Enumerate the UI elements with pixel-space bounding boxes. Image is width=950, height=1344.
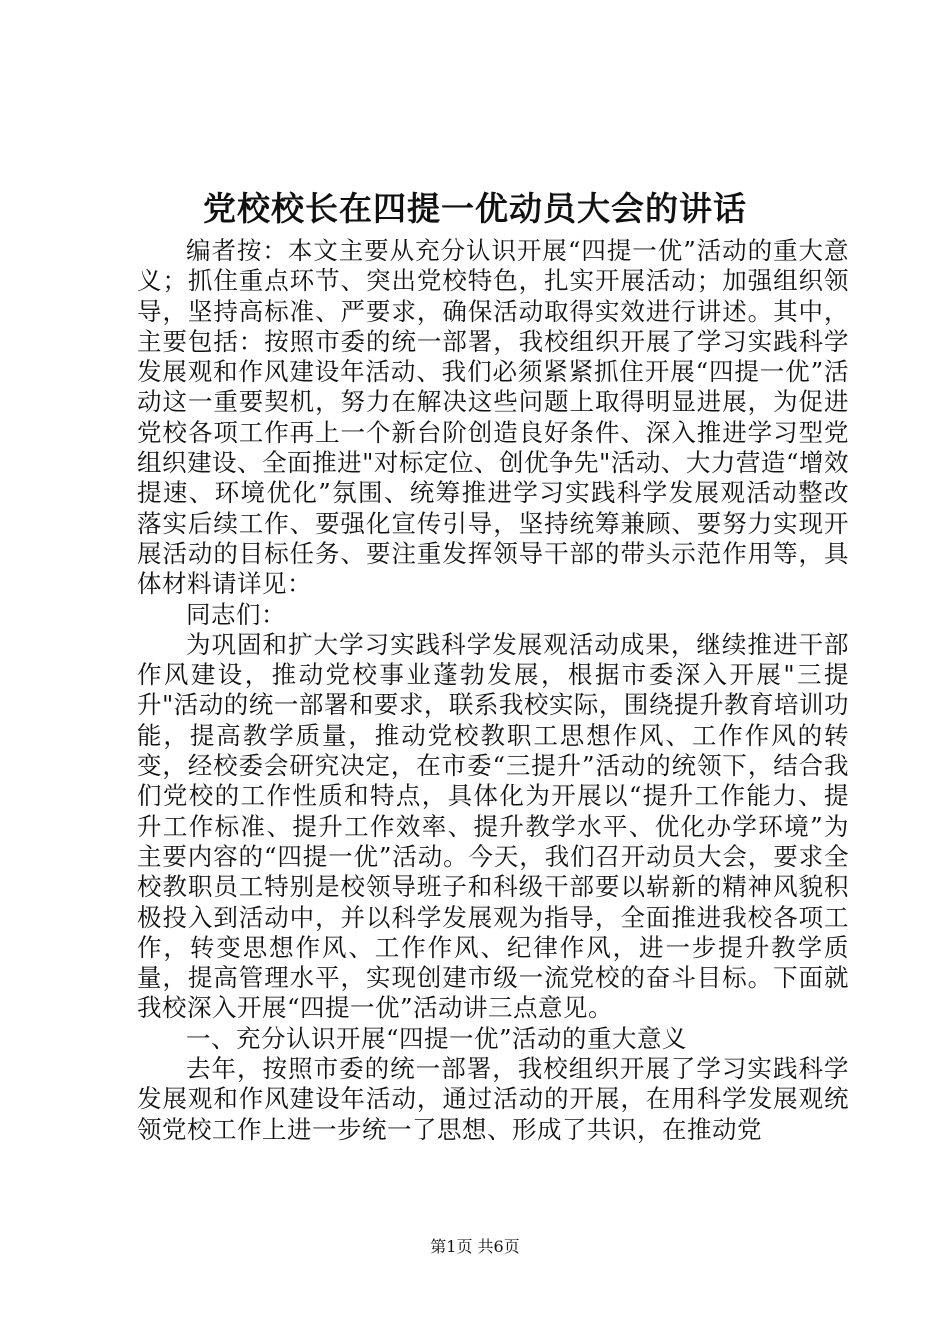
editor-note-paragraph: 编者按：本文主要从充分认识开展“四提一优”活动的重大意义；抓住重点环节、突出党校特色，扎实开展活动；加强组织领导，坚持高标准、严要求，确保活动取得实效进行讲述。其中，主要包括：按照市委的统一部署，我校组织开展了学习实践科学发展观和作风建设年活动、我们必须紧紧抓住开展“四提一优”活动这一重要契机，努力在解决这些问题上取得明显进展，为促进党校各项工作再上一个新台阶创造良好条件、深入推进学习型党组织建设、全面推进"对标定位、创优争先"活动、大力营造“增效提速、环境优化”氛围、统筹推进学习实践科学发展观活动整改落实后续工作、要强化宣传引导，坚持统筹兼顾、要努力实现开展活动的目标任务、要注重发挥领导干部的带头示范作用等，具体材料请详见： bbox=[137, 236, 849, 599]
document-title: 党校校长在四提一优动员大会的讲话 bbox=[203, 189, 747, 228]
section-paragraph: 去年，按照市委的统一部署，我校组织开展了学习实践科学发展观和作风建设年活动，通过活动的开展，在用科学发展观统领党校工作上进一步统一了思想、形成了共识，在推动党 bbox=[137, 1054, 849, 1144]
document-body bbox=[137, 236, 849, 1145]
section-heading: 一、充分认识开展“四提一优”活动的重大意义 bbox=[186, 1023, 688, 1053]
intro-paragraph: 为巩固和扩大学习实践科学发展观活动成果，继续推进干部作风建设，推动党校事业蓬勃发展，根据市委深入开展"三提升"活动的统一部署和要求，联系我校实际，围绕提升教育培训功能，提高教学质量，推动党校教职工思想作风、工作作风的转变，经校委会研究决定，在市委“三提升”活动的统领下，结合我们党校的工作性质和特点，具体化为开展以“提升工作能力、提升工作标准、提升工作效率、提升教学水平、优化办学环境”为主要内容的“四提一优”活动。今天，我们召开动员大会，要求全校教职员工特别是校领导班子和科级干部要以崭新的精神风貌积极投入到活动中，并以科学发展观为指导，全面推进我校各项工作，转变思想作风、工作作风、纪律作风，进一步提升教学质量，提高管理水平，实现创建市级一流党校的奋斗目标。下面就我校深入开展“四提一优”活动讲三点意见。 bbox=[137, 629, 849, 1023]
page-number-footer: 第1页 共6页 bbox=[430, 1237, 520, 1256]
salutation-paragraph: 同志们： bbox=[186, 599, 286, 629]
